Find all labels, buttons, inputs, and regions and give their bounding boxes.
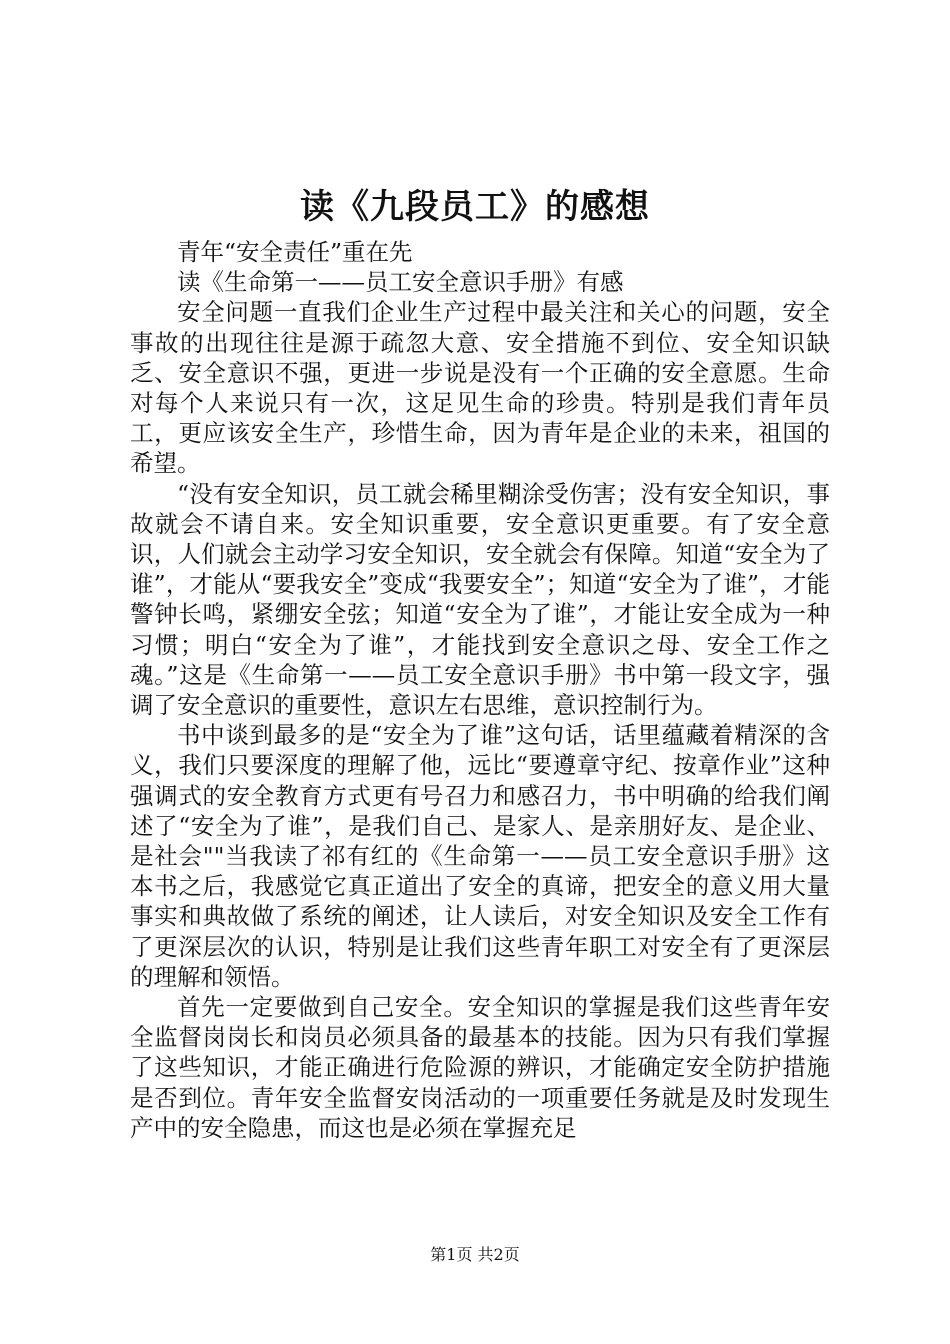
body-paragraph: 安全问题一直我们企业生产过程中最关注和关心的问题，安全事故的出现往往是源于疏忽大意、安全措施不到位、安全知识缺乏、安全意识不强，更进一步说是没有一个正确的安全意愿。生命对每个人来说只有一次，这足见生命的珍贵。特别是我们青年员工，更应该安全生产，珍惜生命，因为青年是企业的未来，祖国的希望。 [130, 298, 830, 478]
document-body [130, 237, 830, 1143]
subtitle-line: 读《生命第一——员工安全意识手册》有感 [177, 268, 624, 297]
document-title: 读《九段员工》的感想 [300, 187, 650, 227]
page-footer: 第1页 共2页 [430, 1245, 520, 1264]
body-paragraph: 首先一定要做到自己安全。安全知识的掌握是我们这些青年安全监督岗岗长和岗员必须具备的最基本的技能。因为只有我们掌握了这些知识，才能正确进行危险源的辨识，才能确定安全防护措施是否到位。青年安全监督安岗活动的一项重要任务就是及时发现生产中的安全隐患，而这也是必须在掌握充足 [130, 993, 830, 1142]
subtitle-line: 青年“安全责任”重在先 [177, 238, 413, 266]
body-paragraph: “没有安全知识，员工就会稀里糊涂受伤害；没有安全知识，事故就会不请自来。安全知识重要，安全意识更重要。有了安全意识，人们就会主动学习安全知识，安全就会有保障。知道“安全为了谁”，才能从“要我安全”变成“我要安全”；知道“安全为了谁”，才能警钟长鸣，紧绷安全弦；知道“安全为了谁”，才能让安全成为一种习惯；明白“安全为了谁”，才能找到安全意识之母、安全工作之魂。”这是《生命第一——员工安全意识手册》书中第一段文字，强调了安全意识的重要性，意识左右思维，意识控制行为。 [130, 479, 830, 720]
body-paragraph: 书中谈到最多的是“安全为了谁”这句话，话里蕴藏着精深的含义，我们只要深度的理解了他，远比“要遵章守纪、按章作业”这种强调式的安全教育方式更有号召力和感召力，书中明确的给我们阐述了“安全为了谁”，是我们自己、是家人、是亲朋好友、是企业、是社会""当我读了祁有红的《生命第一——员工安全意识手册》这本书之后，我感觉它真正道出了安全的真谛，把安全的意义用大量事实和典故做了系统的阐述，让人读后，对安全知识及安全工作有了更深层次的认识，特别是让我们这些青年职工对安全有了更深层的理解和领悟。 [130, 721, 830, 991]
